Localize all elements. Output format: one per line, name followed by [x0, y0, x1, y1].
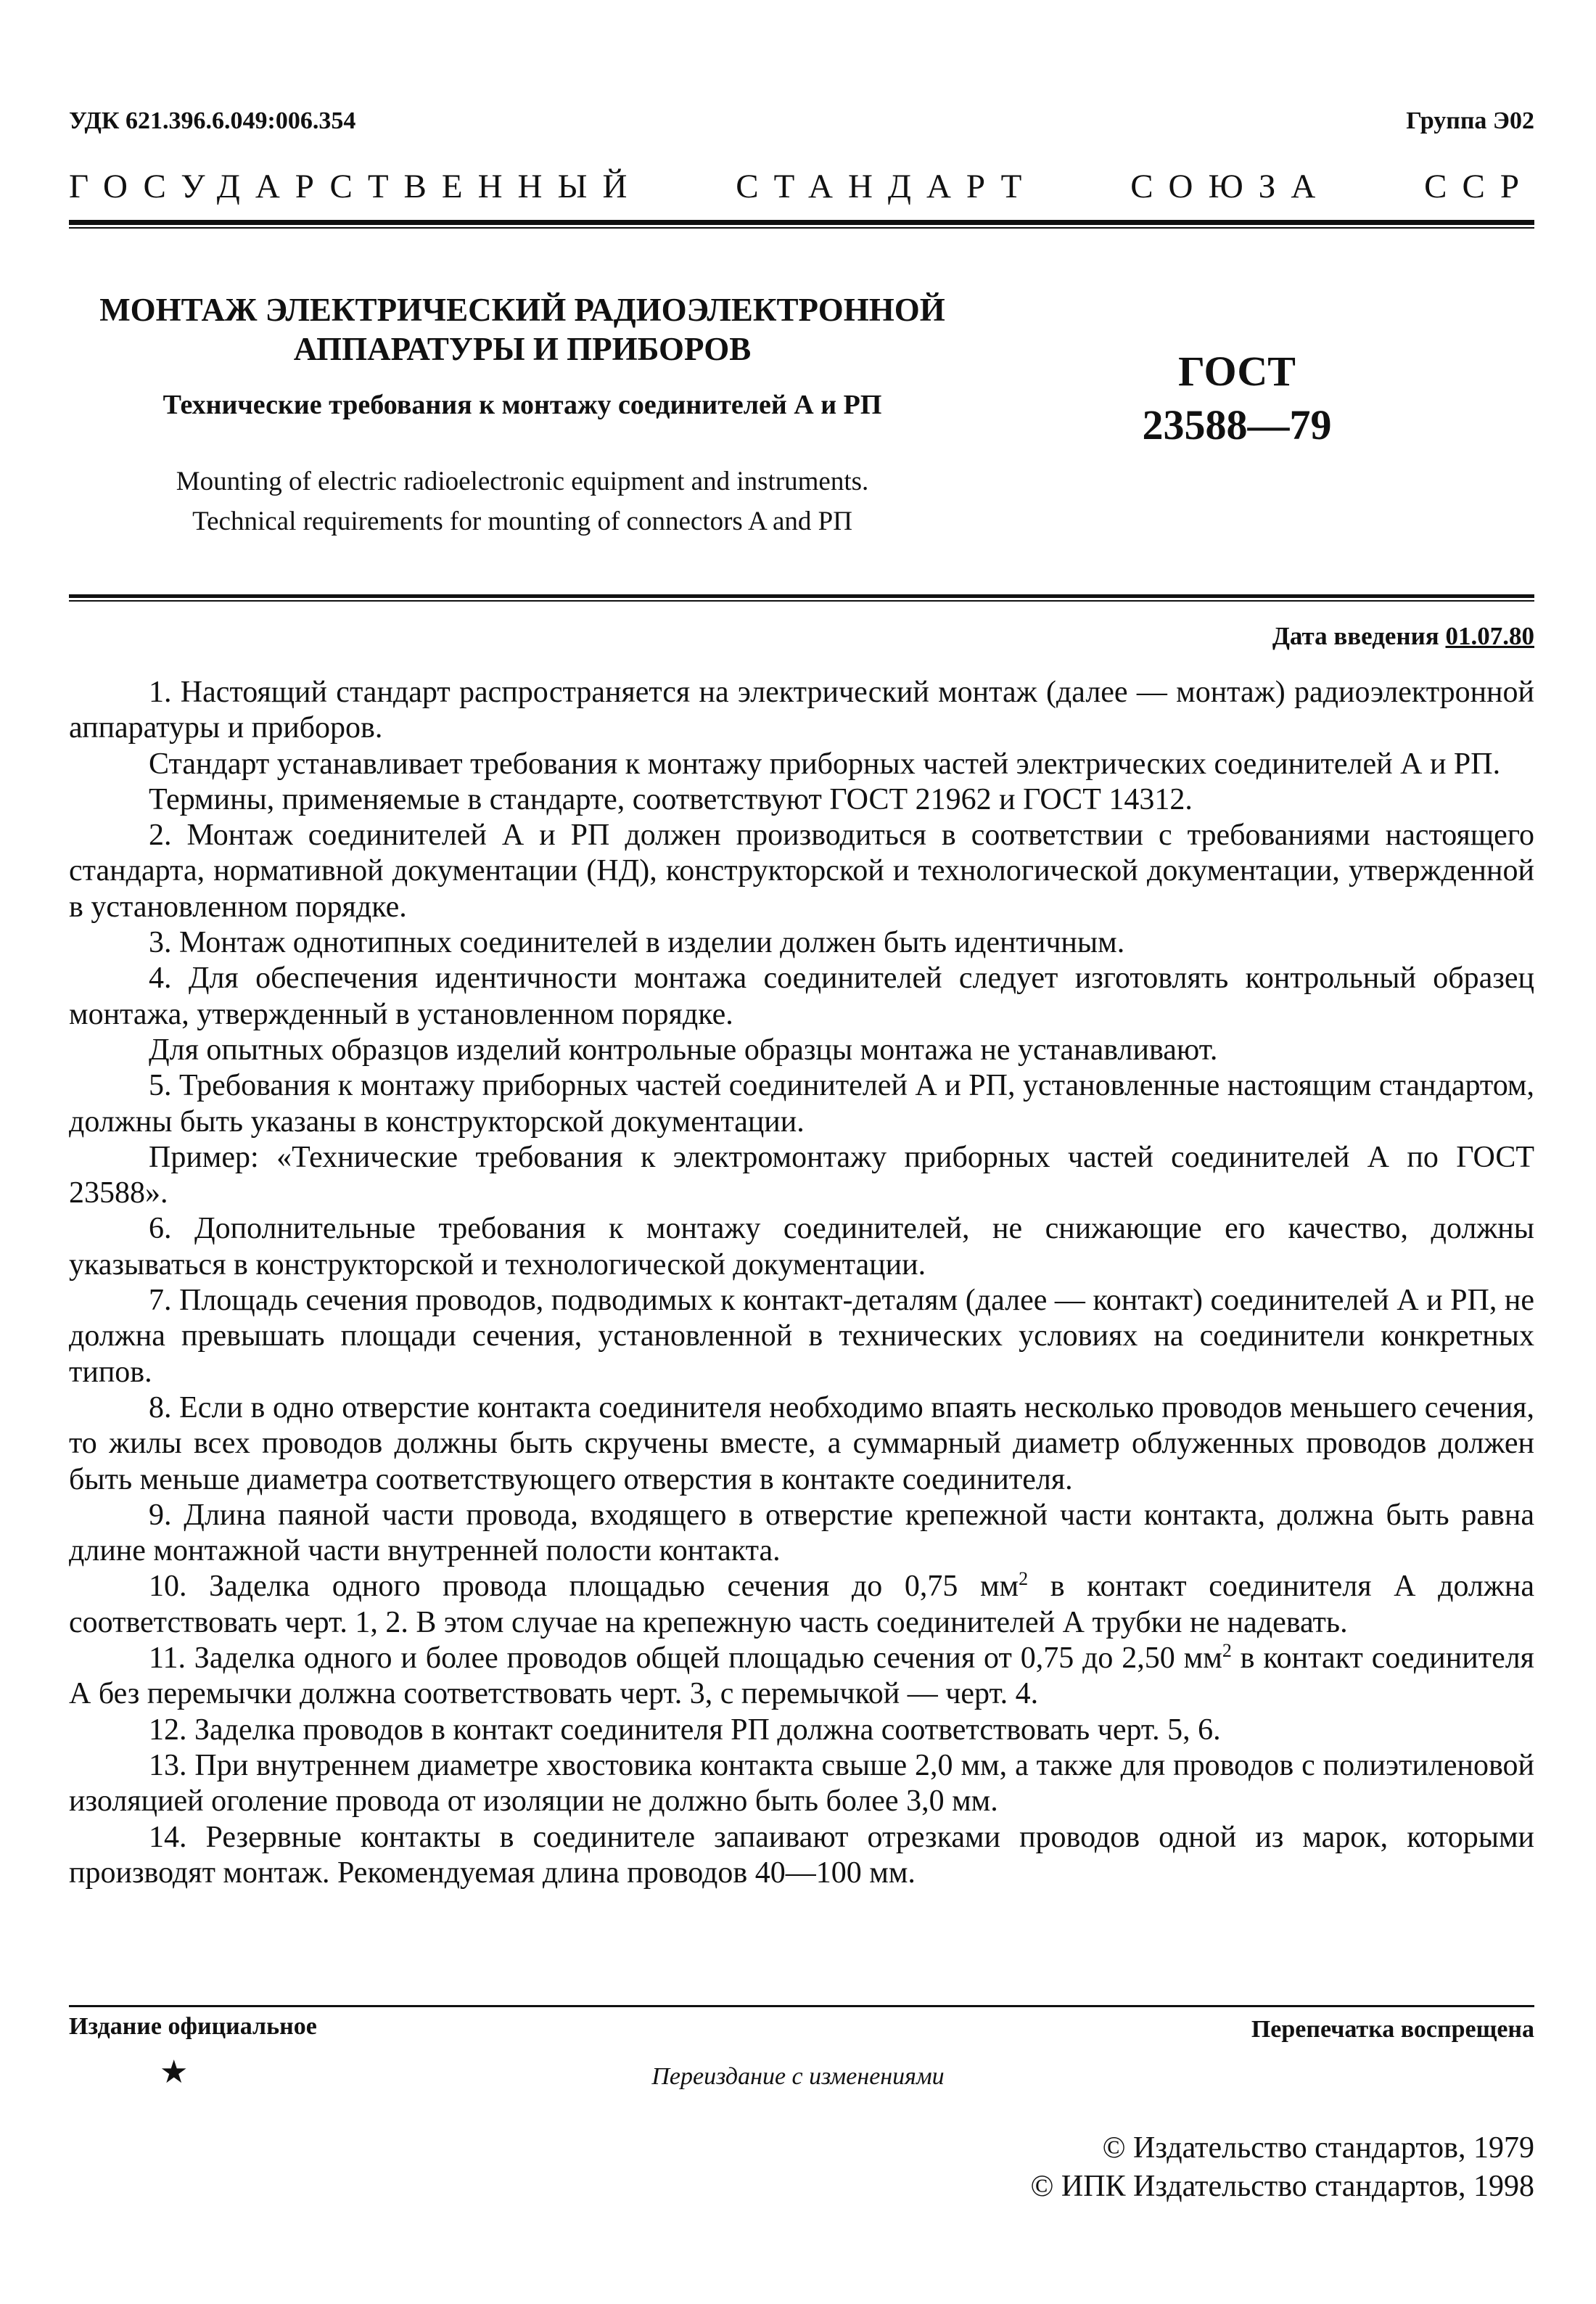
header-bottom-rule-thin [69, 600, 1534, 602]
paragraph: Термины, применяемые в стандарте, соответствуют ГОСТ 21962 и ГОСТ 14312. [149, 782, 1193, 816]
paragraph-11 [69, 1641, 1534, 1713]
top-rule-thin [69, 227, 1534, 229]
reprint-prohibited-label: Перепечатка воспрещена [1251, 2016, 1534, 2043]
paragraph: 2. Монтаж соединителей А и РП должен производиться в соответствии с требованиями настоящего стандарта, нормативной документации (НД), конструкторской и технологической документации, утвержденной в установленном порядке. [69, 819, 1534, 924]
introduction-date [1272, 622, 1534, 651]
english-title-line-1: Mounting of electric radioelectronic equipment and instruments. [176, 467, 869, 496]
group-code: Группа Э02 [1406, 107, 1534, 134]
superscript: 2 [1222, 1640, 1232, 1662]
copyright-block [1030, 2129, 1534, 2206]
top-rule-thick [69, 220, 1534, 225]
paragraph: 1. Настоящий стандарт распространяется на электрический монтаж (далее — монтаж) радиоэлектронной аппаратуры и приборов. [69, 676, 1534, 745]
copyright-1998: © ИПК Издательство стандартов, 1998 [1030, 2170, 1534, 2203]
paragraph: 4. Для обеспечения идентичности монтажа соединителей следует изготовлять контрольный образец монтажа, утвержденный в установленном порядке. [69, 962, 1534, 1031]
header-bottom-rule-thick [69, 594, 1534, 598]
paragraph: 3. Монтаж однотипных соединителей в изделии должен быть идентичным. [149, 926, 1125, 960]
paragraph: 12. Заделка проводов в контакт соединителя РП должна соответствовать черт. 5, 6. [149, 1713, 1221, 1747]
document-subtitle: Технические требования к монтажу соединителей А и РП [163, 390, 882, 420]
paragraph: 8. Если в одно отверстие контакта соединителя необходимо впаять несколько проводов меньшего сечения, то жилы всех проводов должны быть скручены вместе, а суммарный диаметр облуженных проводов должен быть меньше диаметра соответствующего отверстия в контакте соединителя. [69, 1390, 1534, 1496]
paragraph: Стандарт устанавливает требования к монтажу приборных частей электрических соединителей А и РП. [149, 747, 1501, 781]
date-label: Дата введения [1272, 622, 1439, 650]
gost-label: ГОСТ [1178, 348, 1296, 395]
paragraph: 9. Длина паяной части провода, входящего в отверстие крепежной части контакта, должна быть равна длине монтажной части внутренней полости контакта. [69, 1498, 1534, 1568]
title-line-2: АППАРАТУРЫ И ПРИБОРОВ [293, 331, 752, 367]
paragraph: 14. Резервные контакты в соединителе запаивают отрезками проводов одной из марок, которыми производят монтаж. Рекомендуемая длина проводов 40—100 мм. [69, 1820, 1534, 1890]
document-title [69, 290, 976, 369]
paragraph-text: 11. Заделка одного и более проводов общей площадью сечения от 0,75 до 2,50 мм [149, 1641, 1222, 1676]
gost-number: 23588—79 [1142, 401, 1332, 448]
gost-designation [1121, 345, 1353, 452]
document-body [69, 675, 1534, 1891]
paragraph: 5. Требования к монтажу приборных частей соединителей А и РП, установленные настоящим стандартом, должны быть указаны в конструкторской документации. [69, 1069, 1534, 1139]
state-standard-heading: ГОСУДАРСТВЕННЫЙ СТАНДАРТ СОЮЗА ССР [69, 168, 1534, 205]
title-line-1: МОНТАЖ ЭЛЕКТРИЧЕСКИЙ РАДИОЭЛЕКТРОННОЙ [99, 292, 945, 328]
paragraph: Пример: «Технические требования к электромонтажу приборных частей соединителей А по ГОСТ 23588». [69, 1140, 1534, 1210]
paragraph-text: 10. Заделка одного провода площадью сечения до 0,75 мм [149, 1570, 1019, 1604]
paragraph-text: в контакт соединителя А без перемычки должна соответствовать черт. 3, с перемычкой — черт. 4. [69, 1641, 1535, 1711]
paragraph: Для опытных образцов изделий контрольные образцы монтажа не устанавливают. [149, 1033, 1218, 1067]
english-title [69, 462, 976, 541]
paragraph: 6. Дополнительные требования к монтажу соединителей, не снижающие его качество, должны указываться в конструкторской и технологической документации. [69, 1212, 1534, 1282]
date-value: 01.07.80 [1445, 622, 1534, 650]
copyright-1979: © Издательство стандартов, 1979 [1102, 2131, 1534, 2165]
paragraph-text: в контакт соединителя А должна соответствовать черт. 1, 2. В этом случае на крепежную часть соединителей А трубки не надевать. [69, 1570, 1534, 1639]
udk-code: УДК 621.396.6.049:006.354 [69, 107, 356, 134]
paragraph-10 [69, 1569, 1534, 1641]
reissue-note: Переиздание с изменениями [651, 2063, 945, 2090]
superscript: 2 [1019, 1568, 1029, 1590]
paragraph: 7. Площадь сечения проводов, подводимых к контакт-деталям (далее — контакт) соединителей А и РП, не должна превышать площади сечения, установленной в технических условиях на соединители конкретных типов. [69, 1284, 1534, 1389]
footer-rule [69, 2005, 1534, 2007]
star-icon: ★ [160, 2054, 189, 2090]
english-title-line-2: Technical requirements for mounting of connectors A and PП [192, 507, 852, 536]
paragraph: 13. При внутреннем диаметре хвостовика контакта свыше 2,0 мм, а также для проводов с полиэтиленовой изоляцией оголение провода от изоляции не должно быть более 3,0 мм. [69, 1748, 1534, 1819]
official-edition-label: Издание официальное [69, 2013, 317, 2040]
